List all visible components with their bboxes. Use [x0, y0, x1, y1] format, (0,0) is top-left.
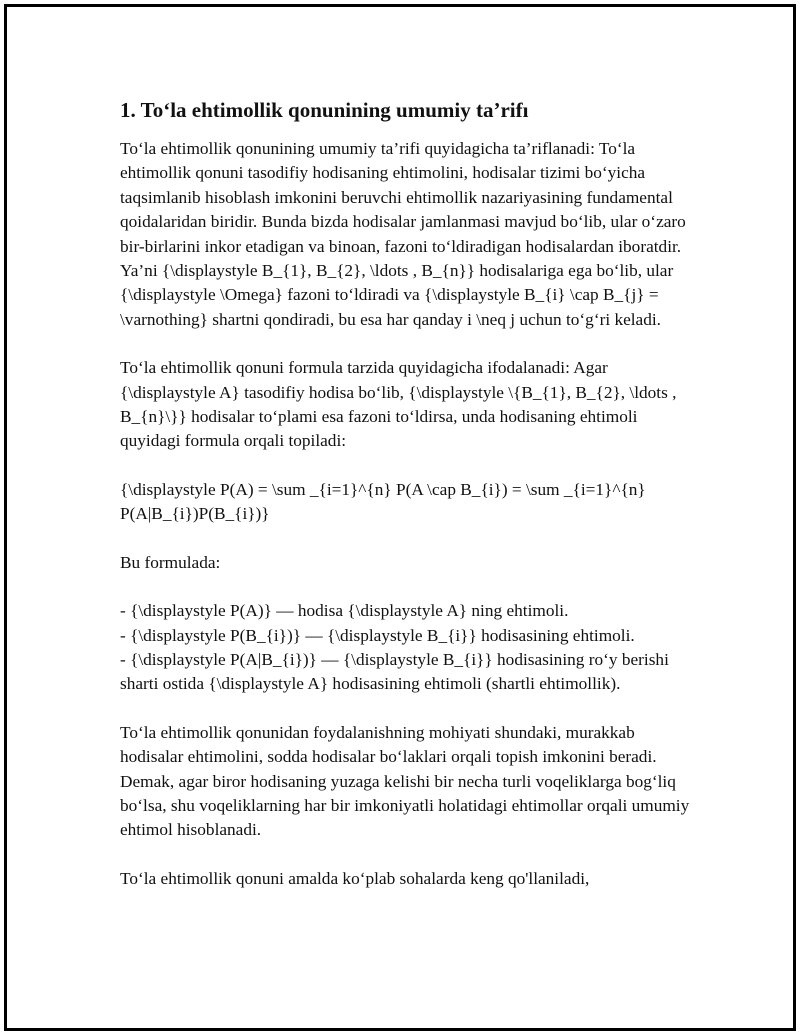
paragraph-list-intro: Bu formulada: [120, 552, 221, 572]
list-item: - {\displaystyle P(A|B_{i})} — {\displaystyle B_{i}} hodisasining ro‘y berishi sharti ostida {\displaystyle A} hodisasining ehtimoli (shartli ehtimollik). [120, 649, 669, 694]
paragraph-application: To‘la ehtimollik qonuni amalda ko‘plab sohalarda keng qo'llaniladi, [120, 868, 590, 888]
formula-text: {\displaystyle P(A) = \sum _{i=1}^{n} P(A \cap B_{i}) = \sum _{i=1}^{n} P(A|B_{i})P(B_{i})} [120, 479, 646, 524]
definition-list [120, 599, 700, 697]
paragraph-essence: To‘la ehtimollik qonunidan foydalanishning mohiyati shundaki, murakkab hodisalar ehtimolini, sodda hodisalar bo‘laklari orqali topish imkonini beradi. Demak, agar biror hodisaning yuzaga kelishi bir necha turli voqeliklarga bog‘liq bo‘lsa, shu voqeliklarning har bir imkoniyatli holatidagi ehtimollar orqali umumiy ehtimol hisoblanadi. [120, 722, 690, 840]
paragraph-definition: To‘la ehtimollik qonunining umumiy ta’rifi quyidagicha ta’riflanadi: To‘la ehtimollik qonuni tasodifiy hodisaning ehtimolini, hodisalar tizimi bo‘yicha taqsimlanib hisoblash imkonini beruvchi ehtimollik nazariyasining fundamental qoidalaridan biridir. Bunda bizda hodisalar jamlanmasi mavjud bo‘lib, ular o‘zaro bir-birlarini inkor etadigan va binoan, fazoni to‘ldiradigan hodisalardan iboratdir. Ya’ni {\displaystyle B_{1}, B_{2}, \ldots , B_{n}} hodisalariga ega bo‘lib, ular {\displaystyle \Omega} fazoni to‘ldiradi va {\displaystyle B_{i} \cap B_{j} = \varnothing} shartni qondiradi, bu esa har qanday i \neq j uchun to‘g‘ri keladi. [120, 139, 686, 329]
paragraph-formula-intro: To‘la ehtimollik qonuni formula tarzida quyidagicha ifodalanadi: Agar {\displaystyle A} tasodifiy hodisa bo‘lib, {\displaystyle \{B_{1}, B_{2}, \ldots , B_{n}\}} hodisalar to‘plami esa fazoni to‘ldirsa, unda hodisaning ehtimoli quyidagi formula orqali topiladi: [120, 358, 677, 451]
list-item: - {\displaystyle P(A)} — hodisa {\displaystyle A} ning ehtimoli. [120, 601, 569, 621]
document-content [120, 97, 700, 915]
list-item: - {\displaystyle P(B_{i})} — {\displaystyle B_{i}} hodisasining ehtimoli. [120, 625, 635, 645]
section-heading: 1. To‘la ehtimollik qonunining umumiy ta’rifı [120, 98, 529, 122]
document-page [4, 4, 796, 1031]
